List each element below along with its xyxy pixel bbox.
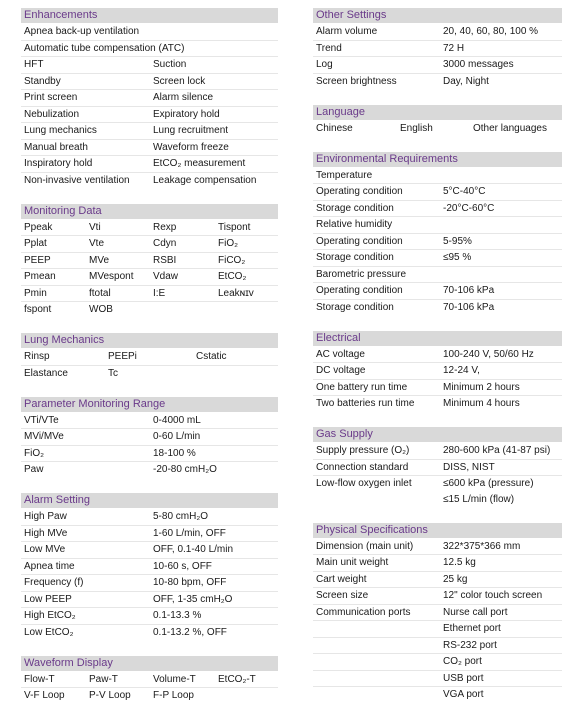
table-row	[313, 250, 562, 267]
table-row	[21, 57, 278, 74]
alarm-value: 1-60 L/min, OFF	[153, 527, 226, 539]
table-row	[21, 41, 278, 58]
feature-name: Lung recruitment	[153, 125, 229, 136]
condition-name: Barometric pressure	[316, 268, 407, 280]
monitoring-data-section	[21, 204, 278, 318]
feature-name: Manual breath	[24, 141, 88, 153]
parameter: Pplat	[24, 238, 47, 249]
port-item: RS-232 port	[443, 639, 497, 651]
spec-value: 322*375*366 mm	[443, 540, 521, 552]
table-row	[21, 349, 278, 366]
table-row	[313, 300, 562, 316]
table-row	[21, 107, 278, 124]
feature-name: Nebulization	[24, 108, 80, 120]
parameter: Cdyn	[153, 238, 177, 249]
table-row	[313, 555, 562, 572]
port-item: Nurse call port	[443, 606, 508, 618]
section-header: Parameter Monitoring Range	[21, 397, 278, 412]
parameter: FiO₂	[218, 238, 238, 249]
condition-value: -20°C-60°C	[443, 202, 495, 214]
low-flow-pressure: ≤600 kPa (pressure)	[443, 478, 534, 489]
table-row	[21, 462, 278, 478]
table-row	[313, 380, 562, 397]
parameter: MVespont	[89, 271, 134, 282]
table-row	[21, 236, 278, 253]
condition-value: 5-95%	[443, 235, 472, 247]
table-row	[21, 672, 278, 689]
spec-name: Screen size	[316, 590, 369, 601]
table-row	[21, 302, 278, 318]
spec-name: One battery run time	[316, 381, 408, 393]
parameter: MVe	[89, 254, 110, 266]
alarm-name: Frequency (f)	[24, 577, 84, 588]
alarm-name: Low MVe	[24, 544, 66, 555]
condition-value: 70-106 kPa	[443, 285, 495, 296]
alarm-name: Low EtCO₂	[24, 626, 74, 638]
table-row	[313, 460, 562, 477]
table-row	[313, 443, 562, 460]
port-item: VGA port	[443, 689, 484, 700]
setting-name: Log	[316, 59, 333, 70]
condition-name: Storage condition	[316, 252, 394, 263]
port-item: Ethernet port	[443, 623, 501, 634]
spec-value: 100-240 V, 50/60 Hz	[443, 348, 534, 360]
table-row	[313, 396, 562, 412]
parameter: Tispont	[218, 221, 251, 233]
feature-name: Screen lock	[153, 75, 206, 87]
section-header: Alarm Setting	[21, 493, 278, 508]
table-row	[313, 638, 562, 655]
table-row	[313, 121, 562, 137]
alarm-value: 5-80 cmH₂O	[153, 511, 209, 522]
spec-value: 25 kg	[443, 573, 468, 585]
parameter: Tc	[108, 367, 118, 379]
table-row	[21, 413, 278, 430]
setting-value: 3000 messages	[443, 59, 514, 70]
parameter: Elastance	[24, 367, 68, 379]
parameter: Ppeak	[24, 221, 53, 233]
spec-value: 12-24 V,	[443, 365, 480, 376]
parameter: Rexp	[153, 221, 177, 233]
alarm-value: OFF, 0.1-40 L/min	[153, 544, 234, 555]
condition-value: 5°C-40°C	[443, 186, 486, 197]
alarm-value: 0.1-13.3 %	[153, 610, 202, 621]
table-row	[313, 363, 562, 380]
table-row	[313, 588, 562, 605]
section-header: Environmental Requirements	[313, 152, 562, 167]
port-item: USB port	[443, 672, 484, 684]
condition-name: Operating condition	[316, 235, 403, 247]
waveform: EtCO₂-T	[218, 673, 256, 685]
port-item: CO₂ port	[443, 656, 482, 667]
language-item: Other languages	[473, 122, 547, 134]
parameter: Vte	[89, 238, 105, 249]
table-row	[21, 140, 278, 157]
feature-name: Waveform freeze	[153, 141, 229, 153]
condition-name: Operating condition	[316, 285, 403, 296]
table-row	[21, 269, 278, 286]
section-header: Monitoring Data	[21, 204, 278, 219]
table-row	[21, 608, 278, 625]
right-column	[313, 8, 562, 718]
table-row	[21, 559, 278, 576]
table-row	[21, 253, 278, 270]
alarm-value: OFF, 1-35 cmH₂O	[153, 593, 233, 605]
section-header: Language	[313, 105, 562, 120]
table-row	[21, 625, 278, 641]
range-value: 18-100 %	[153, 447, 196, 459]
spec-value: 12.5 kg	[443, 557, 476, 568]
table-row	[313, 41, 562, 58]
feature-name: Lung mechanics	[24, 125, 97, 136]
parameter: Leakɴɪᴠ	[218, 287, 254, 299]
setting-name: Screen brightness	[316, 75, 397, 87]
table-row	[21, 509, 278, 526]
spec-value: 280-600 kPa (41-87 psi)	[443, 445, 551, 456]
language-section	[313, 105, 562, 137]
spec-value: 12" color touch screen	[443, 590, 543, 601]
setting-value: 20, 40, 60, 80, 100 %	[443, 26, 539, 37]
condition-name: Operating condition	[316, 186, 403, 197]
other-settings-section	[313, 8, 562, 89]
table-row	[313, 621, 562, 638]
spec-value: Minimum 2 hours	[443, 381, 520, 393]
alarm-value: 10-80 bpm, OFF	[153, 577, 227, 588]
table-row	[21, 542, 278, 559]
table-row	[313, 217, 562, 234]
waveform: Flow-T	[24, 673, 55, 685]
table-row	[21, 156, 278, 173]
alarm-name: Low PEEP	[24, 593, 72, 605]
parameter: FiCO₂	[218, 254, 246, 266]
section-header: Physical Specifications	[313, 523, 562, 538]
feature-name: Expiratory hold	[153, 108, 220, 120]
lung-mechanics-section	[21, 333, 278, 381]
feature-name: Apnea back-up ventilation	[24, 26, 140, 37]
condition-name: Storage condition	[316, 202, 394, 214]
spec-value: Minimum 4 hours	[443, 398, 520, 409]
waveform: Paw-T	[89, 673, 118, 685]
table-row	[313, 57, 562, 74]
table-row	[21, 429, 278, 446]
feature-name: Alarm silence	[153, 92, 214, 103]
waveform-display-section	[21, 656, 278, 704]
condition-name: Relative humidity	[316, 219, 393, 230]
setting-name: Alarm volume	[316, 26, 378, 37]
section-header: Enhancements	[21, 8, 278, 23]
table-row	[21, 366, 278, 382]
waveform: F-P Loop	[153, 690, 194, 701]
parameter: ftotal	[89, 287, 111, 299]
parameter: Pmean	[24, 271, 56, 282]
table-row	[313, 687, 562, 703]
language-item: Chinese	[316, 122, 353, 134]
table-row	[313, 24, 562, 41]
parameter: PEEPi	[108, 351, 137, 362]
feature-name: Standby	[24, 75, 61, 87]
feature-name: HFT	[24, 59, 44, 70]
table-row	[21, 688, 278, 704]
parameter: MVi/MVe	[24, 431, 64, 442]
spec-name: Dimension (main unit)	[316, 540, 414, 552]
low-flow-rate: ≤15 L/min (flow)	[443, 493, 515, 505]
parameter: Pmin	[24, 287, 47, 299]
physical-section	[313, 523, 562, 703]
parameter: EtCO₂	[218, 271, 247, 282]
range-value: 0-60 L/min	[153, 431, 201, 442]
alarm-name: High MVe	[24, 527, 68, 539]
feature-name: Non-invasive ventilation	[24, 174, 130, 186]
table-row	[313, 201, 562, 218]
section-header: Lung Mechanics	[21, 333, 278, 348]
parameter: I:E	[153, 287, 166, 299]
parameter: fspont	[24, 304, 52, 315]
spec-name: Communication ports	[316, 606, 411, 618]
feature-name: Automatic tube compensation (ATC)	[24, 42, 185, 54]
condition-value: 70-106 kPa	[443, 301, 495, 313]
section-header: Gas Supply	[313, 427, 562, 442]
parameter: Cstatic	[196, 351, 227, 362]
table-row	[313, 476, 562, 507]
table-row	[21, 592, 278, 609]
left-column	[21, 8, 278, 719]
alarm-name: Apnea time	[24, 560, 75, 572]
parameter: Paw	[24, 464, 44, 475]
table-row	[21, 173, 278, 189]
spec-value	[440, 476, 534, 507]
parameter: Vti	[89, 221, 101, 233]
spec-name: Two batteries run time	[316, 398, 415, 409]
parameter: PEEP	[24, 254, 51, 266]
waveform: V-F Loop	[24, 690, 65, 701]
table-row	[21, 446, 278, 463]
parameter: FiO₂	[24, 447, 44, 459]
gas-supply-section	[313, 427, 562, 507]
spec-name: AC voltage	[316, 348, 365, 360]
table-row	[313, 347, 562, 364]
spec-name: Cart weight	[316, 573, 367, 585]
table-row	[21, 74, 278, 91]
condition-name: Temperature	[316, 169, 373, 181]
parameter: WOB	[89, 304, 113, 315]
alarm-value: 10-60 s, OFF	[153, 560, 212, 572]
waveform: Volume-T	[153, 673, 196, 685]
feature-name: Suction	[153, 59, 187, 70]
feature-name: Inspiratory hold	[24, 158, 93, 169]
spec-name: Low-flow oxygen inlet	[316, 478, 412, 489]
table-row	[313, 74, 562, 90]
electrical-section	[313, 331, 562, 412]
section-header: Electrical	[313, 331, 562, 346]
range-value: -20-80 cmH₂O	[153, 464, 217, 475]
parameter: Vdaw	[153, 271, 179, 282]
table-row	[21, 286, 278, 303]
enhancements-section	[21, 8, 278, 188]
section-header: Other Settings	[313, 8, 562, 23]
table-row	[313, 168, 562, 185]
feature-name: EtCO₂ measurement	[153, 158, 246, 169]
table-row	[313, 184, 562, 201]
spec-name: Connection standard	[316, 461, 409, 473]
spec-name: Supply pressure (O₂)	[316, 445, 410, 456]
parameter: RSBI	[153, 254, 177, 266]
table-row	[313, 539, 562, 556]
condition-value: ≤95 %	[443, 252, 472, 263]
condition-name: Storage condition	[316, 301, 394, 313]
table-row	[21, 123, 278, 140]
table-row	[313, 234, 562, 251]
setting-name: Trend	[316, 42, 342, 54]
table-row	[313, 283, 562, 300]
range-value: 0-4000 mL	[153, 414, 201, 426]
alarm-name: High Paw	[24, 511, 67, 522]
parameter: Rinsp	[24, 351, 50, 362]
table-row	[21, 24, 278, 41]
spec-value: DISS, NIST	[443, 461, 495, 473]
table-row	[313, 572, 562, 589]
table-row	[313, 267, 562, 284]
alarm-name: High EtCO₂	[24, 610, 76, 621]
table-row	[313, 605, 562, 622]
parameter-range-section	[21, 397, 278, 478]
parameter: VTi/VTe	[24, 414, 59, 426]
setting-value: 72 H	[443, 42, 465, 54]
table-row	[313, 654, 562, 671]
table-row	[313, 671, 562, 688]
language-item: English	[400, 122, 433, 134]
spec-name: DC voltage	[316, 365, 366, 376]
alarm-value: 0.1-13.2 %, OFF	[153, 626, 227, 638]
waveform: P-V Loop	[89, 690, 131, 701]
table-row	[21, 90, 278, 107]
table-row	[21, 575, 278, 592]
alarm-setting-section	[21, 493, 278, 640]
table-row	[21, 526, 278, 543]
environmental-section	[313, 152, 562, 316]
table-row	[21, 220, 278, 237]
feature-name: Print screen	[24, 92, 78, 103]
feature-name: Leakage compensation	[153, 174, 257, 186]
section-header: Waveform Display	[21, 656, 278, 671]
setting-value: Day, Night	[443, 75, 489, 87]
spec-name: Main unit weight	[316, 557, 389, 568]
